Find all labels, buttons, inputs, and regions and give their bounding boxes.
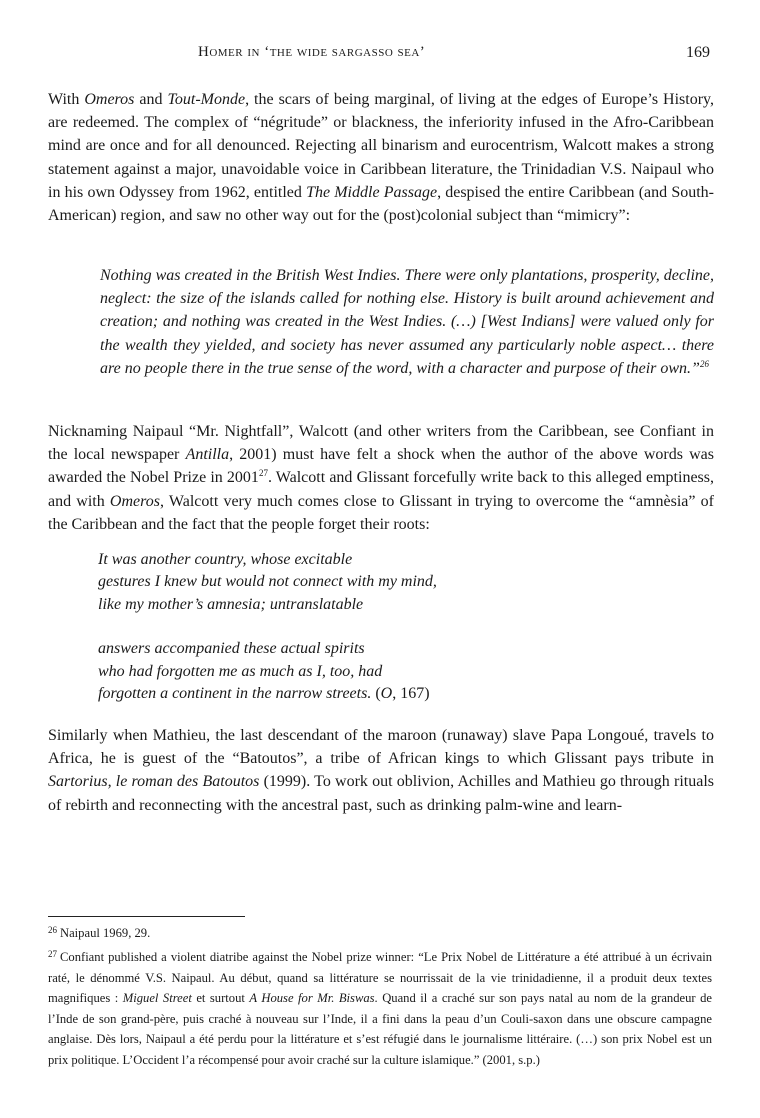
- paragraph-2: [48, 420, 714, 536]
- footnote-ref-26[interactable]: 26: [699, 358, 709, 369]
- footnote-26: [48, 920, 712, 944]
- title-sartorius: Sartorius, le roman des Batoutos: [48, 773, 260, 791]
- text-run: and: [134, 91, 168, 108]
- footnote-text: Confiant published a violent diatribe against the Nobel prize winner: “Le Prix Nobel de Littérature a été attribué à un écrivain raté, le dénommé V.S. Naipaul. Au début, quand sa littérature se nourrissait de la vie trinidadienne, il a produit deux textes magnifiques :: [48, 950, 712, 1005]
- paragraph-1: [48, 88, 714, 227]
- verse-line: who had forgotten me as much as I, too, had: [98, 662, 383, 680]
- text-run: , 2001) must have felt a shock when the author of the above words was awarded the Nobel Prize in 2001: [48, 446, 715, 487]
- text-run: , Walcott very much comes close to Glissant in trying to overcome the “amnèsia” of the Caribbean and the fact that the people forget their roots:: [48, 492, 714, 533]
- verse-quote: [98, 549, 437, 705]
- page-number: 169: [686, 44, 710, 61]
- citation-open: (: [375, 685, 381, 703]
- verse-line: forgotten a continent in the narrow streets.: [98, 685, 372, 703]
- footnote-27: [48, 944, 712, 1070]
- title-omeros: Omeros: [84, 91, 135, 108]
- text-run: Similarly when Mathieu, the last descendant of the maroon (runaway) slave Papa Longoué, travels to Africa, he is guest of the “Batoutos”, a tribe of African kings to which Glissant pays tribute in: [48, 727, 714, 768]
- citation-close: , 167): [392, 685, 430, 703]
- citation-title: O: [380, 685, 393, 703]
- title-antilla: Antilla: [185, 446, 230, 464]
- text-run: , the scars of being marginal, of living at the edges of Europe’s History, are redeemed. The complex of “négritude” or blackness, the inferiority infused in the Afro-Caribbean mind are once and for all denounced. Rejecting all binarism and eurocentrism, Walcott makes a strong statement against a major, unavoidable voice in Caribbean literature, the Trinidadian V.S. Naipaul who in his own Odyssey from 1962, entitled: [48, 91, 714, 201]
- running-head: Homer in ‘the wide sargasso sea’: [198, 44, 426, 60]
- footnote-separator: [48, 916, 245, 917]
- stanza-break: [98, 616, 437, 638]
- title-miguel-street: Miguel Street: [122, 991, 192, 1005]
- page-header: [48, 44, 714, 66]
- footnote-number: 26: [48, 925, 57, 935]
- footnote-text: . Quand il a craché sur son pays natal au nom de la grandeur de l’Inde de son grand-père, puis craché à nouveau sur l’Inde, il a fini dans la peau d’un Couli-saxon dans une obscure campagne anglaise. Dès lors, Naipaul a été perdu pour la littérature et s’est réfugié dans le journalisme littéraire. (…) son prix Nobel est un prix politique. L’Occident l’a récompensé pour avoir craché sur la culture islamique.” (2001, s.p.): [48, 991, 712, 1067]
- footnote-text: Naipaul 1969, 29.: [60, 926, 151, 940]
- footnote-ref-27[interactable]: 27: [258, 468, 268, 479]
- verse-line: answers accompanied these actual spirits: [98, 640, 365, 658]
- text-run: , despised the entire Caribbean (and South-American) region, and saw no other way out for the (post)colonial subject than “mimicry”:: [48, 183, 715, 225]
- verse-line: gestures I knew but would not connect with my mind,: [98, 573, 437, 591]
- text-run: Nicknaming Naipaul “Mr. Nightfall”, Walcott (and other writers from the Caribbean, see Confiant in the local newspaper: [48, 423, 714, 464]
- footnote-text: et surtout: [191, 991, 250, 1005]
- citation: [375, 685, 429, 702]
- book-page: [48, 0, 714, 1118]
- footnote-number: 27: [48, 949, 57, 959]
- block-quote-naipaul: [100, 264, 714, 380]
- title-tout-monde: Tout-Monde: [167, 91, 246, 108]
- quote-text: Nothing was created in the British West Indies. There were only plantations, prosperity, decline, neglect: the size of the islands called for nothing else. History is built around achievement and creation; and nothing was created in the West Indies. (…) [West Indians] were valued only for the wealth they yielded, and society has never assumed any particularly noble aspect… there are no people there in the true sense of the word, with a character and purpose of their own.”: [100, 267, 714, 377]
- title-omeros: Omeros: [109, 492, 160, 510]
- text-run: . Walcott and Glissant forcefully write back to this alleged emptiness, and with: [48, 469, 715, 510]
- verse-line: like my mother’s amnesia; untranslatable: [98, 595, 364, 613]
- paragraph-3: [48, 724, 714, 817]
- text-run: (1999). To work out oblivion, Achilles and Mathieu go through rituals of rebirth and reconnecting with the ancestral past, such as drinking palm-wine and learn-: [48, 773, 715, 814]
- title-house-for-mr-biswas: A House for Mr. Biswas: [249, 991, 375, 1005]
- verse-line-last: [98, 683, 437, 705]
- verse-line: It was another country, whose excitable: [98, 551, 353, 568]
- text-run: With: [48, 91, 85, 108]
- title-middle-passage: The Middle Passage: [306, 183, 438, 201]
